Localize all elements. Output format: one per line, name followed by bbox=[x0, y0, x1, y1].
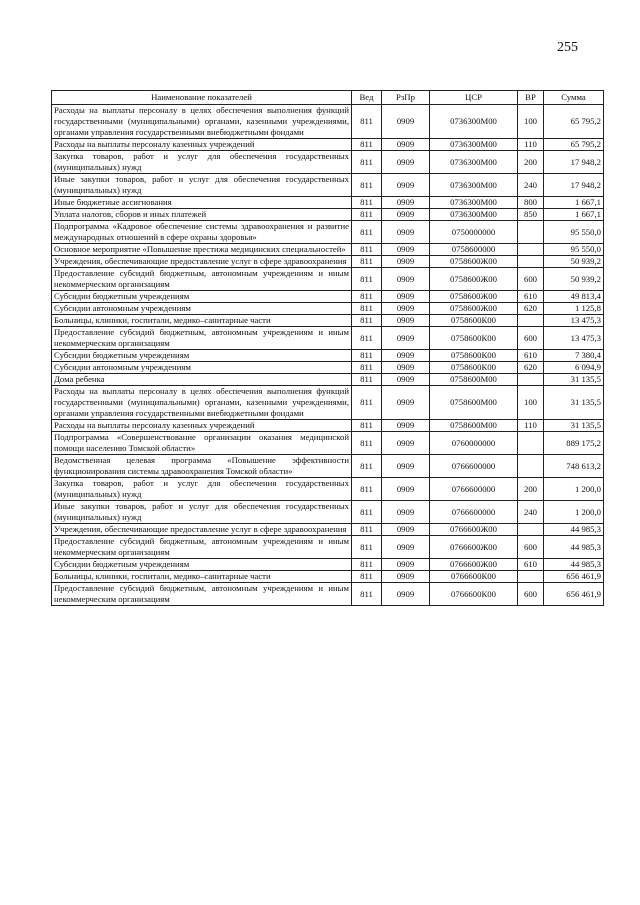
row-csr-cell: 0758600К00 bbox=[430, 315, 518, 327]
table-row bbox=[52, 197, 604, 209]
row-rzpr-cell: 0909 bbox=[382, 559, 430, 571]
row-name-cell: Подпрограмма «Совершенствование организации оказания медицинской помощи населению Томской области» bbox=[52, 432, 352, 455]
row-ved-cell: 811 bbox=[352, 244, 382, 256]
row-vr-cell: 800 bbox=[518, 197, 544, 209]
table-row bbox=[52, 559, 604, 571]
row-csr-cell: 0758600000 bbox=[430, 244, 518, 256]
row-csr-cell: 0766600000 bbox=[430, 478, 518, 501]
row-sum-cell: 1 125,8 bbox=[544, 303, 604, 315]
row-ved-cell: 811 bbox=[352, 455, 382, 478]
budget-table bbox=[51, 90, 604, 606]
table-row bbox=[52, 105, 604, 139]
row-sum-cell: 889 175,2 bbox=[544, 432, 604, 455]
row-ved-cell: 811 bbox=[352, 151, 382, 174]
row-ved-cell: 811 bbox=[352, 524, 382, 536]
row-name-cell: Больницы, клиники, госпитали, медико–санитарные части bbox=[52, 315, 352, 327]
table-row bbox=[52, 420, 604, 432]
row-sum-cell: 13 475,3 bbox=[544, 315, 604, 327]
row-sum-cell: 50 939,2 bbox=[544, 268, 604, 291]
row-sum-cell: 13 475,3 bbox=[544, 327, 604, 350]
row-rzpr-cell: 0909 bbox=[382, 244, 430, 256]
row-name-cell: Субсидии бюджетным учреждениям bbox=[52, 350, 352, 362]
row-rzpr-cell: 0909 bbox=[382, 197, 430, 209]
row-vr-cell: 240 bbox=[518, 174, 544, 197]
row-sum-cell: 95 550,0 bbox=[544, 221, 604, 244]
table-row bbox=[52, 501, 604, 524]
row-vr-cell: 240 bbox=[518, 501, 544, 524]
row-rzpr-cell: 0909 bbox=[382, 478, 430, 501]
row-name-cell: Ведомственная целевая программа «Повышение эффективности функционирования системы здравоохранения Томской области» bbox=[52, 455, 352, 478]
row-vr-cell: 620 bbox=[518, 303, 544, 315]
row-csr-cell: 0766600000 bbox=[430, 501, 518, 524]
row-name-cell: Предоставление субсидий бюджетным, автономным учреждениям и иным некоммерческим организациям bbox=[52, 583, 352, 606]
table-row bbox=[52, 174, 604, 197]
row-rzpr-cell: 0909 bbox=[382, 536, 430, 559]
row-sum-cell: 65 795,2 bbox=[544, 139, 604, 151]
row-ved-cell: 811 bbox=[352, 209, 382, 221]
row-ved-cell: 811 bbox=[352, 139, 382, 151]
row-vr-cell bbox=[518, 432, 544, 455]
row-sum-cell: 50 939,2 bbox=[544, 256, 604, 268]
row-csr-cell: 0736300М00 bbox=[430, 151, 518, 174]
row-csr-cell: 0736300М00 bbox=[430, 174, 518, 197]
row-vr-cell bbox=[518, 315, 544, 327]
table-row bbox=[52, 303, 604, 315]
table-header-row bbox=[52, 91, 604, 105]
row-csr-cell: 0736300М00 bbox=[430, 139, 518, 151]
row-name-cell: Основное мероприятие «Повышение престижа медицинских специальностей» bbox=[52, 244, 352, 256]
row-ved-cell: 811 bbox=[352, 221, 382, 244]
row-rzpr-cell: 0909 bbox=[382, 105, 430, 139]
row-vr-cell bbox=[518, 374, 544, 386]
row-sum-cell: 1 667,1 bbox=[544, 197, 604, 209]
table-row bbox=[52, 362, 604, 374]
row-ved-cell: 811 bbox=[352, 559, 382, 571]
row-rzpr-cell: 0909 bbox=[382, 139, 430, 151]
row-ved-cell: 811 bbox=[352, 327, 382, 350]
row-sum-cell: 44 985,3 bbox=[544, 524, 604, 536]
row-name-cell: Иные закупки товаров, работ и услуг для обеспечения государственных (муниципальных) нужд bbox=[52, 174, 352, 197]
row-vr-cell bbox=[518, 571, 544, 583]
table-row bbox=[52, 536, 604, 559]
row-sum-cell: 17 948,2 bbox=[544, 174, 604, 197]
row-rzpr-cell: 0909 bbox=[382, 221, 430, 244]
row-csr-cell: 0758600К00 bbox=[430, 327, 518, 350]
row-vr-cell: 600 bbox=[518, 268, 544, 291]
header-rzpr: РзПр bbox=[382, 91, 430, 105]
row-name-cell: Расходы на выплаты персоналу казенных учреждений bbox=[52, 420, 352, 432]
row-ved-cell: 811 bbox=[352, 350, 382, 362]
row-sum-cell: 95 550,0 bbox=[544, 244, 604, 256]
row-csr-cell: 0736300М00 bbox=[430, 209, 518, 221]
row-sum-cell: 44 985,3 bbox=[544, 536, 604, 559]
table-row bbox=[52, 291, 604, 303]
header-csr: ЦСР bbox=[430, 91, 518, 105]
row-vr-cell: 110 bbox=[518, 139, 544, 151]
row-sum-cell: 6 094,9 bbox=[544, 362, 604, 374]
row-rzpr-cell: 0909 bbox=[382, 256, 430, 268]
row-name-cell: Расходы на выплаты персоналу казенных учреждений bbox=[52, 139, 352, 151]
row-rzpr-cell: 0909 bbox=[382, 291, 430, 303]
row-name-cell: Расходы на выплаты персоналу в целях обеспечения выполнения функций государственными (муниципальными) органами, казенными учреждениями, органами управления государственными внебюджетными фондами bbox=[52, 386, 352, 420]
row-ved-cell: 811 bbox=[352, 583, 382, 606]
table-row bbox=[52, 315, 604, 327]
row-sum-cell: 1 200,0 bbox=[544, 501, 604, 524]
row-rzpr-cell: 0909 bbox=[382, 268, 430, 291]
row-csr-cell: 0766600К00 bbox=[430, 571, 518, 583]
row-ved-cell: 811 bbox=[352, 303, 382, 315]
table-row bbox=[52, 478, 604, 501]
row-rzpr-cell: 0909 bbox=[382, 327, 430, 350]
row-sum-cell: 1 667,1 bbox=[544, 209, 604, 221]
row-rzpr-cell: 0909 bbox=[382, 524, 430, 536]
row-csr-cell: 0736300М00 bbox=[430, 197, 518, 209]
row-csr-cell: 0766600000 bbox=[430, 455, 518, 478]
row-rzpr-cell: 0909 bbox=[382, 174, 430, 197]
row-name-cell: Больницы, клиники, госпитали, медико–санитарные части bbox=[52, 571, 352, 583]
table-row bbox=[52, 386, 604, 420]
header-sum: Сумма bbox=[544, 91, 604, 105]
row-sum-cell: 7 380,4 bbox=[544, 350, 604, 362]
row-name-cell: Расходы на выплаты персоналу в целях обеспечения выполнения функций государственными (муниципальными) органами, казенными учреждениями, органами управления государственными внебюджетными фондами bbox=[52, 105, 352, 139]
row-sum-cell: 656 461,9 bbox=[544, 571, 604, 583]
row-csr-cell: 0750000000 bbox=[430, 221, 518, 244]
row-sum-cell: 49 813,4 bbox=[544, 291, 604, 303]
row-csr-cell: 0758600Ж00 bbox=[430, 291, 518, 303]
row-csr-cell: 0766600Ж00 bbox=[430, 524, 518, 536]
row-vr-cell: 200 bbox=[518, 478, 544, 501]
row-rzpr-cell: 0909 bbox=[382, 432, 430, 455]
row-ved-cell: 811 bbox=[352, 268, 382, 291]
table-row bbox=[52, 327, 604, 350]
row-csr-cell: 0766600Ж00 bbox=[430, 536, 518, 559]
table-row bbox=[52, 256, 604, 268]
row-sum-cell: 65 795,2 bbox=[544, 105, 604, 139]
row-name-cell: Субсидии автономным учреждениям bbox=[52, 362, 352, 374]
row-rzpr-cell: 0909 bbox=[382, 303, 430, 315]
row-csr-cell: 0758600Ж00 bbox=[430, 303, 518, 315]
row-vr-cell: 600 bbox=[518, 536, 544, 559]
row-vr-cell: 850 bbox=[518, 209, 544, 221]
row-vr-cell bbox=[518, 256, 544, 268]
row-sum-cell: 31 135,5 bbox=[544, 374, 604, 386]
row-ved-cell: 811 bbox=[352, 291, 382, 303]
row-ved-cell: 811 bbox=[352, 105, 382, 139]
row-name-cell: Субсидии бюджетным учреждениям bbox=[52, 559, 352, 571]
row-name-cell: Закупка товаров, работ и услуг для обеспечения государственных (муниципальных) нужд bbox=[52, 478, 352, 501]
row-rzpr-cell: 0909 bbox=[382, 209, 430, 221]
row-ved-cell: 811 bbox=[352, 571, 382, 583]
row-rzpr-cell: 0909 bbox=[382, 151, 430, 174]
table-row bbox=[52, 268, 604, 291]
row-name-cell: Подпрограмма «Кадровое обеспечение системы здравоохранения и развитие международных отношений в сфере охраны здоровья» bbox=[52, 221, 352, 244]
row-ved-cell: 811 bbox=[352, 256, 382, 268]
row-vr-cell: 100 bbox=[518, 105, 544, 139]
row-name-cell: Учреждения, обеспечивающие предоставление услуг в сфере здравоохранения bbox=[52, 524, 352, 536]
table-row bbox=[52, 571, 604, 583]
row-csr-cell: 0766600Ж00 bbox=[430, 559, 518, 571]
table-row bbox=[52, 209, 604, 221]
row-vr-cell bbox=[518, 455, 544, 478]
table-row bbox=[52, 455, 604, 478]
row-name-cell: Учреждения, обеспечивающие предоставление услуг в сфере здравоохранения bbox=[52, 256, 352, 268]
table-row bbox=[52, 139, 604, 151]
table-row bbox=[52, 350, 604, 362]
row-sum-cell: 748 613,2 bbox=[544, 455, 604, 478]
row-name-cell: Предоставление субсидий бюджетным, автономным учреждениям и иным некоммерческим организациям bbox=[52, 536, 352, 559]
row-vr-cell: 610 bbox=[518, 291, 544, 303]
row-rzpr-cell: 0909 bbox=[382, 455, 430, 478]
table-row bbox=[52, 244, 604, 256]
row-csr-cell: 0758600Ж00 bbox=[430, 256, 518, 268]
row-csr-cell: 0758600М00 bbox=[430, 420, 518, 432]
row-ved-cell: 811 bbox=[352, 362, 382, 374]
row-sum-cell: 17 948,2 bbox=[544, 151, 604, 174]
row-ved-cell: 811 bbox=[352, 501, 382, 524]
row-csr-cell: 0758600К00 bbox=[430, 350, 518, 362]
row-name-cell: Субсидии бюджетным учреждениям bbox=[52, 291, 352, 303]
row-vr-cell: 620 bbox=[518, 362, 544, 374]
row-csr-cell: 0758600М00 bbox=[430, 374, 518, 386]
table-row bbox=[52, 221, 604, 244]
table-row bbox=[52, 374, 604, 386]
row-sum-cell: 31 135,5 bbox=[544, 420, 604, 432]
row-vr-cell bbox=[518, 244, 544, 256]
row-vr-cell: 110 bbox=[518, 420, 544, 432]
row-name-cell: Дома ребенка bbox=[52, 374, 352, 386]
row-sum-cell: 656 461,9 bbox=[544, 583, 604, 606]
row-sum-cell: 44 985,3 bbox=[544, 559, 604, 571]
row-sum-cell: 31 135,5 bbox=[544, 386, 604, 420]
row-rzpr-cell: 0909 bbox=[382, 386, 430, 420]
row-rzpr-cell: 0909 bbox=[382, 501, 430, 524]
page-number: 255 bbox=[557, 40, 578, 55]
row-ved-cell: 811 bbox=[352, 174, 382, 197]
row-name-cell: Предоставление субсидий бюджетным, автономным учреждениям и иным некоммерческим организациям bbox=[52, 268, 352, 291]
row-name-cell: Предоставление субсидий бюджетным, автономным учреждениям и иным некоммерческим организациям bbox=[52, 327, 352, 350]
row-csr-cell: 0758600М00 bbox=[430, 386, 518, 420]
row-vr-cell bbox=[518, 221, 544, 244]
row-ved-cell: 811 bbox=[352, 432, 382, 455]
header-ved: Вед bbox=[352, 91, 382, 105]
row-vr-cell: 600 bbox=[518, 327, 544, 350]
row-csr-cell: 0758600К00 bbox=[430, 362, 518, 374]
row-ved-cell: 811 bbox=[352, 420, 382, 432]
row-vr-cell bbox=[518, 524, 544, 536]
row-name-cell: Субсидии автономным учреждениям bbox=[52, 303, 352, 315]
row-ved-cell: 811 bbox=[352, 197, 382, 209]
row-ved-cell: 811 bbox=[352, 374, 382, 386]
row-sum-cell: 1 200,0 bbox=[544, 478, 604, 501]
row-name-cell: Иные закупки товаров, работ и услуг для обеспечения государственных (муниципальных) нужд bbox=[52, 501, 352, 524]
row-rzpr-cell: 0909 bbox=[382, 583, 430, 606]
row-name-cell: Закупка товаров, работ и услуг для обеспечения государственных (муниципальных) нужд bbox=[52, 151, 352, 174]
row-csr-cell: 0760000000 bbox=[430, 432, 518, 455]
row-name-cell: Уплата налогов, сборов и иных платежей bbox=[52, 209, 352, 221]
row-ved-cell: 811 bbox=[352, 536, 382, 559]
table-row bbox=[52, 583, 604, 606]
row-rzpr-cell: 0909 bbox=[382, 315, 430, 327]
row-csr-cell: 0736300М00 bbox=[430, 105, 518, 139]
row-vr-cell: 100 bbox=[518, 386, 544, 420]
header-vr: ВР bbox=[518, 91, 544, 105]
table-row bbox=[52, 432, 604, 455]
table-body bbox=[52, 105, 604, 606]
row-ved-cell: 811 bbox=[352, 478, 382, 501]
row-vr-cell: 610 bbox=[518, 559, 544, 571]
table-row bbox=[52, 524, 604, 536]
row-rzpr-cell: 0909 bbox=[382, 362, 430, 374]
row-ved-cell: 811 bbox=[352, 315, 382, 327]
header-name: Наименование показателей bbox=[52, 91, 352, 105]
row-vr-cell: 610 bbox=[518, 350, 544, 362]
row-vr-cell: 600 bbox=[518, 583, 544, 606]
row-name-cell: Иные бюджетные ассигнования bbox=[52, 197, 352, 209]
row-rzpr-cell: 0909 bbox=[382, 350, 430, 362]
row-csr-cell: 0766600К00 bbox=[430, 583, 518, 606]
table-row bbox=[52, 151, 604, 174]
row-vr-cell: 200 bbox=[518, 151, 544, 174]
row-csr-cell: 0758600Ж00 bbox=[430, 268, 518, 291]
row-ved-cell: 811 bbox=[352, 386, 382, 420]
row-rzpr-cell: 0909 bbox=[382, 374, 430, 386]
row-rzpr-cell: 0909 bbox=[382, 571, 430, 583]
row-rzpr-cell: 0909 bbox=[382, 420, 430, 432]
